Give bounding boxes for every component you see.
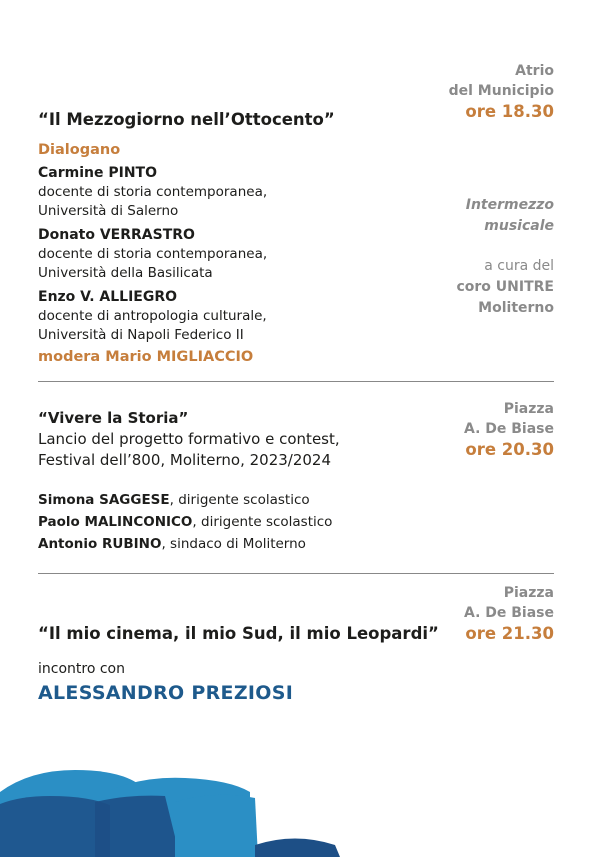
intermezzo-line1: Intermezzo [465, 197, 554, 213]
event3-guest-name: ALESSANDRO PREZIOSI [38, 682, 294, 704]
person-name: Paolo MALINCONICO [38, 514, 193, 530]
cylinder-shape [175, 795, 258, 857]
event2-title-line1: “Vivere la Storia” [38, 409, 189, 427]
event3-time: ore 21.30 [465, 624, 554, 643]
divider-1 [38, 381, 554, 382]
speaker-item [38, 226, 267, 283]
event2-title-line2: Lancio del progetto formativo e contest, [38, 430, 340, 448]
event2-title-line3: Festival dell’800, Moliterno, 2023/2024 [38, 451, 332, 469]
event2-venue [464, 399, 554, 439]
coro-credit-line3: Moliterno [478, 300, 554, 316]
person-item [38, 533, 332, 555]
event2-venue-line1: Piazza [503, 401, 554, 417]
divider-2 [38, 573, 554, 574]
event3-venue-line1: Piazza [503, 585, 554, 601]
event3-incontro-label: incontro con [38, 661, 125, 677]
person-role: , sindaco di Moliterno [161, 536, 306, 552]
person-role: , dirigente scolastico [192, 514, 333, 530]
decorative-cylinders [0, 740, 600, 857]
person-name: Antonio RUBINO [38, 536, 162, 552]
coro-credit-line1: a cura del [484, 258, 554, 274]
event3-title: “Il mio cinema, il mio Sud, il mio Leopardi” [38, 624, 439, 643]
person-role: , dirigente scolastico [169, 492, 310, 508]
intermezzo-label [466, 195, 554, 237]
speaker-name: Donato VERRASTRO [38, 227, 195, 243]
event1-venue-line1: Atrio [515, 63, 554, 79]
event2-venue-line2: A. De Biase [463, 421, 554, 437]
speaker-item [38, 164, 267, 221]
speaker-name: Carmine PINTO [38, 165, 157, 181]
speaker-name: Enzo V. ALLIEGRO [38, 289, 178, 305]
speaker-affiliation: Università di Salerno [38, 203, 179, 219]
event1-dialogano-label: Dialogano [38, 142, 121, 158]
event2-people-list [38, 489, 332, 555]
speaker-role: docente di storia contemporanea, [38, 246, 268, 262]
cylinder-shape [255, 839, 340, 857]
event1-moderator: modera Mario MIGLIACCIO [38, 349, 254, 365]
person-item [38, 511, 332, 533]
event3-venue [464, 583, 554, 623]
event1-title: “Il Mezzogiorno nell’Ottocento” [38, 110, 335, 129]
event1-venue-line2: del Municipio [448, 83, 554, 99]
event1-time: ore 18.30 [465, 102, 554, 121]
event3-venue-line2: A. De Biase [463, 605, 554, 621]
event1-venue [449, 61, 554, 101]
person-item [38, 489, 332, 511]
intermezzo-line2: musicale [484, 218, 554, 234]
event2-time: ore 20.30 [465, 440, 554, 459]
person-name: Simona SAGGESE [38, 492, 170, 508]
speaker-item [38, 288, 267, 345]
coro-credit [456, 256, 554, 319]
coro-credit-line2: coro UNITRE [456, 279, 554, 295]
speaker-affiliation: Università di Napoli Federico II [38, 327, 244, 343]
speaker-role: docente di storia contemporanea, [38, 184, 268, 200]
speaker-role: docente di antropologia culturale, [38, 308, 267, 324]
event1-speaker-list [38, 164, 267, 345]
speaker-affiliation: Università della Basilicata [38, 265, 213, 281]
event2-title [38, 408, 340, 471]
